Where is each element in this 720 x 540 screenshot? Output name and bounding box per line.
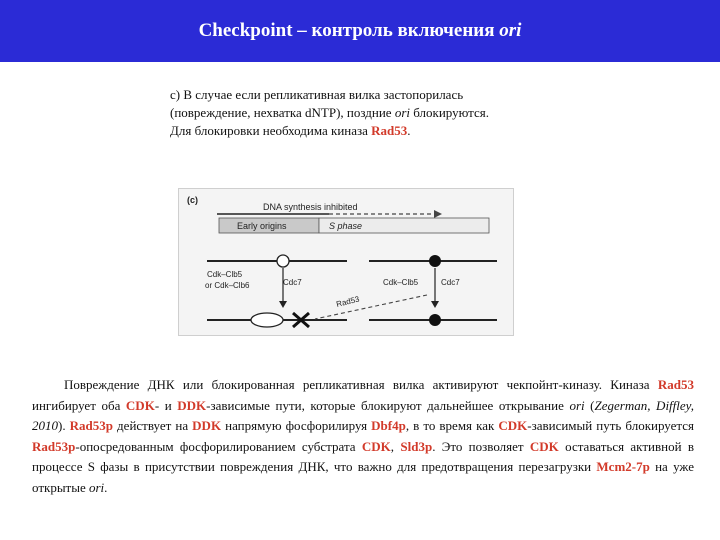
panel-label: (c)	[187, 195, 198, 205]
body-text: действует на	[113, 418, 193, 433]
banner-label: DNA synthesis inhibited	[263, 202, 358, 212]
left-arrowhead	[279, 301, 287, 308]
body-text: ).	[58, 418, 70, 433]
intro-text: Для блокировки необходима киназа	[170, 123, 372, 138]
body-text: напрямую фосфорилируя	[221, 418, 372, 433]
or-cdk-clb6-label: or Cdk–Clb6	[205, 281, 250, 290]
body-text: .	[104, 479, 108, 495]
body-text-block	[32, 375, 694, 498]
body-text: -зависимый путь блокируется	[527, 418, 694, 433]
body-text: - и	[154, 397, 178, 413]
title-bar	[0, 0, 720, 62]
cdk-clb5-right-label: Cdk–Clb5	[383, 278, 419, 287]
intro-line-1: c) В случае если репликативная вилка застопорилась	[170, 87, 464, 102]
diagram-figure	[178, 188, 514, 336]
banner-arrowhead	[434, 210, 442, 218]
body-cdk: CDK	[498, 418, 528, 433]
title-italic: ori	[499, 20, 522, 41]
body-sld3p: Sld3p	[400, 438, 433, 454]
body-text: ингибирует оба	[32, 397, 126, 413]
body-ddk: DDK	[177, 397, 207, 413]
body-citation: Zegerman, Diffley, 2010	[32, 397, 694, 433]
body-text: -зависимые пути, которые блокируют дальнейшее открывание	[206, 397, 570, 413]
rad53-label: Rad53	[335, 294, 361, 309]
right-arrowhead	[431, 301, 439, 308]
left-origin-open	[277, 255, 289, 267]
body-cdk: CDK	[529, 438, 559, 454]
body-ori: ori	[569, 397, 585, 413]
body-text: -опосредованным фосфорилированием субстрата	[75, 438, 362, 454]
intro-text: (повреждение, нехватка dNTP), поздние	[170, 105, 395, 120]
body-rad53p: Rad53p	[69, 418, 113, 433]
body-text: Повреждение ДНК или блокированная репликативная вилка активируют чекпойнт-киназу. Киназа	[64, 377, 658, 392]
body-paragraph	[32, 375, 694, 498]
s-phase-label: S phase	[329, 221, 363, 231]
body-dbf4p: Dbf4p	[371, 418, 406, 433]
body-mcm: Mcm2-7p	[596, 459, 650, 474]
cdc7-right-label: Cdc7	[441, 278, 460, 287]
title-text: Checkpoint – контроль включения	[198, 20, 500, 41]
intro-text: блокируются.	[410, 105, 490, 120]
intro-rad53: Rad53	[371, 123, 408, 138]
intro-paragraph	[170, 86, 590, 140]
body-text: на уже открытые	[32, 459, 695, 495]
intro-line-2	[170, 104, 590, 122]
early-origins-label: Early origins	[237, 221, 287, 231]
body-text: . Это позволяет	[432, 438, 530, 454]
cdk-clb5-label: Cdk–Clb5	[207, 270, 243, 279]
body-rad53: Rad53	[657, 377, 694, 392]
rad53-dashed-line	[315, 295, 427, 319]
right-origin-closed-bottom	[429, 314, 441, 326]
body-text: , в то время как	[405, 418, 499, 433]
body-ori: ori	[89, 479, 105, 495]
left-replication-bubble	[251, 313, 283, 327]
body-text: (	[584, 397, 595, 413]
cdc7-left-label: Cdc7	[283, 278, 302, 287]
body-cdk: CDK	[361, 438, 391, 454]
body-rad53p: Rad53p	[32, 438, 76, 454]
intro-text: .	[407, 123, 411, 138]
body-ddk: DDK	[192, 418, 222, 433]
body-text: ,	[390, 438, 401, 454]
right-origin-closed	[429, 255, 441, 267]
intro-line-3	[170, 122, 590, 140]
intro-ori: ori	[394, 105, 410, 120]
body-cdk: CDK	[125, 397, 155, 413]
diagram-svg	[179, 189, 513, 335]
slide-title	[199, 20, 522, 42]
body-text: оставаться активной в процессе S фазы в присутствии повреждения ДНК, что важно для предотвращения перезагрузки	[32, 438, 694, 474]
